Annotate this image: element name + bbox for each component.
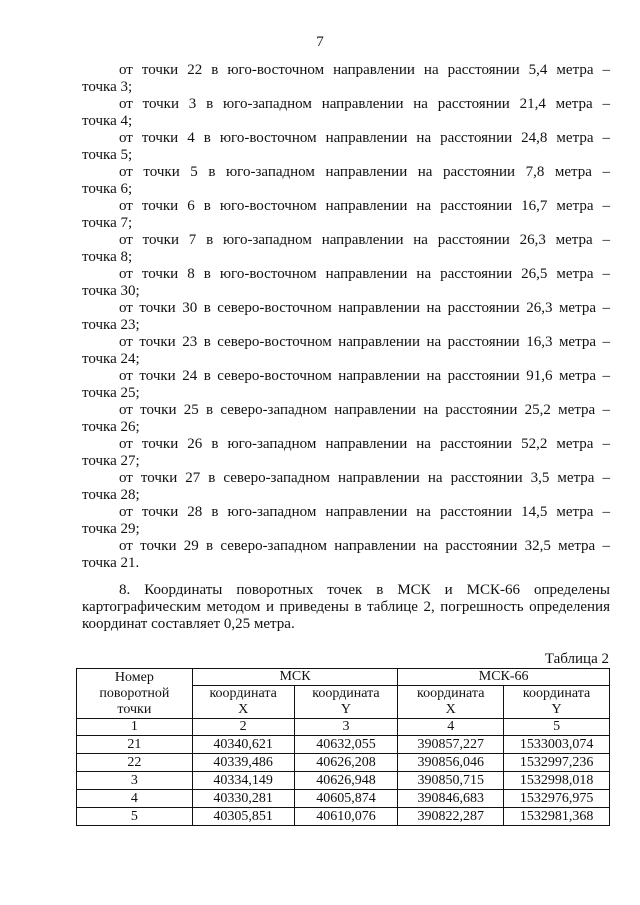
route-item: [82, 436, 610, 470]
route-target-point: точка 4;: [82, 113, 133, 129]
route-segment-text: от точки 3 в юго-западном направлении на расстоянии 21,4 метра –: [119, 96, 610, 112]
header-msk-y: координата Y: [294, 686, 398, 719]
table-row: [77, 754, 610, 772]
route-item: [82, 198, 610, 232]
route-target-point: точка 7;: [82, 215, 133, 231]
column-number: 5: [504, 719, 610, 736]
table-row: [77, 772, 610, 790]
route-segment-text: от точки 6 в юго-восточном направлении на расстоянии 16,7 метра –: [119, 198, 610, 214]
route-segment-text: от точки 28 в юго-западном направлении на расстоянии 14,5 метра –: [119, 504, 610, 520]
route-item: [82, 130, 610, 164]
route-segment-text: от точки 22 в юго-восточном направлении на расстоянии 5,4 метра –: [119, 62, 610, 78]
route-target-point: точка 27;: [82, 453, 140, 469]
table-cell: 21: [77, 736, 193, 754]
table-cell: 22: [77, 754, 193, 772]
table-row: [77, 790, 610, 808]
route-target-point: точка 28;: [82, 487, 140, 503]
route-target-point: точка 26;: [82, 419, 140, 435]
table-cell: 1532976,975: [504, 790, 610, 808]
table-cell: 40632,055: [294, 736, 398, 754]
route-target-point: точка 8;: [82, 249, 133, 265]
route-segment-text: от точки 25 в северо-западном направлении на расстоянии 25,2 метра –: [119, 402, 610, 418]
paragraph-8: [82, 582, 610, 633]
table-cell: 40334,149: [192, 772, 294, 790]
table-cell: 1533003,074: [504, 736, 610, 754]
table-body: [77, 736, 610, 826]
table-cell: 40626,948: [294, 772, 398, 790]
route-target-point: точка 24;: [82, 351, 140, 367]
route-segment-text: от точки 26 в юго-западном направлении на расстоянии 52,2 метра –: [119, 436, 610, 452]
route-target-point: точка 25;: [82, 385, 140, 401]
route-target-point: точка 23;: [82, 317, 140, 333]
coordinates-table: [76, 668, 610, 826]
column-number: 4: [398, 719, 504, 736]
route-item: [82, 334, 610, 368]
route-segment-text: от точки 7 в юго-западном направлении на расстоянии 26,3 метра –: [119, 232, 610, 248]
route-target-point: точка 30;: [82, 283, 140, 299]
table-cell: 1532997,236: [504, 754, 610, 772]
paragraph-8-line-3: координат составляет 0,25 метра.: [82, 616, 295, 632]
table-cell: 390822,287: [398, 808, 504, 826]
route-target-point: точка 5;: [82, 147, 133, 163]
route-segment-text: от точки 30 в северо-восточном направлении на расстоянии 26,3 метра –: [119, 300, 610, 316]
route-item: [82, 470, 610, 504]
table-row: [77, 736, 610, 754]
route-description: [82, 62, 610, 572]
table-row: [77, 808, 610, 826]
table-caption: Таблица 2: [544, 651, 609, 667]
table-cell: 390850,715: [398, 772, 504, 790]
table-cell: 390856,046: [398, 754, 504, 772]
column-number: 1: [77, 719, 193, 736]
route-item: [82, 538, 610, 572]
table-cell: 1532998,018: [504, 772, 610, 790]
route-target-point: точка 29;: [82, 521, 140, 537]
table-cell: 4: [77, 790, 193, 808]
route-segment-text: от точки 4 в юго-восточном направлении на расстоянии 24,8 метра –: [119, 130, 610, 146]
header-msk66-x: координата X: [398, 686, 504, 719]
paragraph-8-line-2: картографическим методом и приведены в таблице 2, погрешность определения: [82, 599, 610, 615]
table-cell: 40305,851: [192, 808, 294, 826]
route-segment-text: от точки 8 в юго-восточном направлении на расстоянии 26,5 метра –: [119, 266, 610, 282]
route-item: [82, 266, 610, 300]
table-header-row-1: [77, 669, 610, 686]
header-msk66: МСК-66: [398, 669, 610, 686]
column-number: 2: [192, 719, 294, 736]
table-cell: 5: [77, 808, 193, 826]
page-number: 7: [316, 34, 324, 50]
table-cell: 1532981,368: [504, 808, 610, 826]
route-segment-text: от точки 29 в северо-западном направлении на расстоянии 32,5 метра –: [119, 538, 610, 554]
header-msk-x: координата X: [192, 686, 294, 719]
table-cell: 40626,208: [294, 754, 398, 772]
table-cell: 40610,076: [294, 808, 398, 826]
header-msk: МСК: [192, 669, 398, 686]
route-segment-text: от точки 5 в юго-западном направлении на расстоянии 7,8 метра –: [119, 164, 610, 180]
route-item: [82, 164, 610, 198]
header-point-number: Номер поворотной точки: [77, 669, 193, 719]
table-cell: 40340,621: [192, 736, 294, 754]
table-cell: 40605,874: [294, 790, 398, 808]
route-item: [82, 232, 610, 266]
route-item: [82, 504, 610, 538]
table-cell: 390857,227: [398, 736, 504, 754]
table-cell: 3: [77, 772, 193, 790]
header-msk66-y: координата Y: [504, 686, 610, 719]
table-cell: 40330,281: [192, 790, 294, 808]
route-target-point: точка 3;: [82, 79, 133, 95]
route-target-point: точка 21.: [82, 555, 140, 571]
route-segment-text: от точки 23 в северо-восточном направлении на расстоянии 16,3 метра –: [119, 334, 610, 350]
route-item: [82, 402, 610, 436]
column-number-row: [77, 719, 610, 736]
route-target-point: точка 6;: [82, 181, 133, 197]
column-number: 3: [294, 719, 398, 736]
paragraph-8-line-1: 8. Координаты поворотных точек в МСК и МСК-66 определены: [119, 582, 610, 598]
route-item: [82, 300, 610, 334]
route-segment-text: от точки 24 в северо-восточном направлении на расстоянии 91,6 метра –: [119, 368, 610, 384]
route-item: [82, 368, 610, 402]
route-item: [82, 96, 610, 130]
route-item: [82, 62, 610, 96]
route-segment-text: от точки 27 в северо-западном направлении на расстоянии 3,5 метра –: [119, 470, 610, 486]
table-cell: 390846,683: [398, 790, 504, 808]
table-cell: 40339,486: [192, 754, 294, 772]
